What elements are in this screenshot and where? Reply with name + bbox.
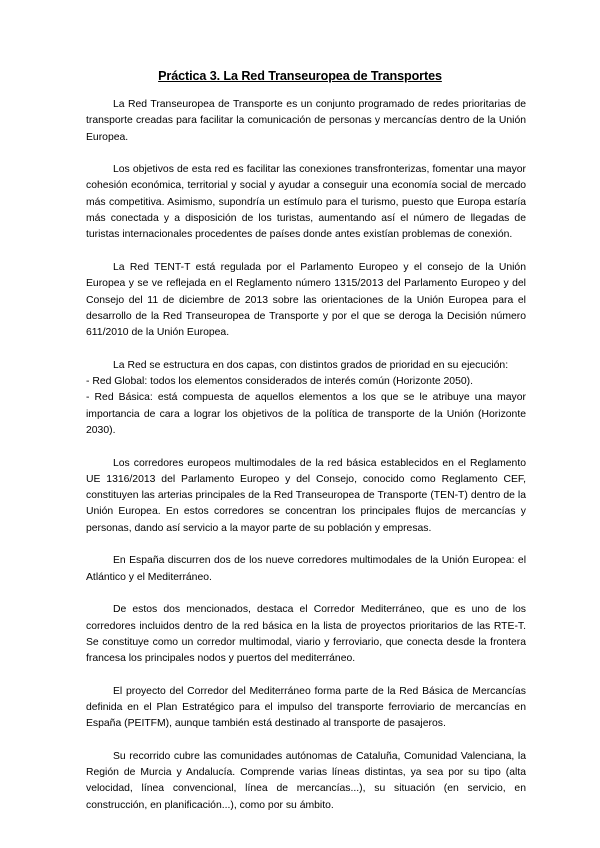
- paragraph-corridors: Los corredores europeos multimodales de la red básica establecidos en el Reglamento UE 1316/2013 del Parlamento Europeo y del Consejo, conocido como Reglamento CEF, constituyen las arterias principales de la Red Transeuropea de Transporte (TEN-T) dentro de la Unión Europea. En estos corredores se concentran los principales flujos de mercancías y personas, dando así servicio a la mayor parte de su población y empresas.: [86, 457, 526, 534]
- structure-intro: La Red se estructura en dos capas, con distintos grados de prioridad en su ejecución:: [113, 359, 509, 371]
- document-body: [86, 97, 526, 830]
- paragraph-structure: [86, 358, 526, 439]
- structure-item-basic: - Red Básica: está compuesta de aquellos elementos a los que se le atribuye una mayor importancia de cara a lograr los objetivos de la política de transporte de la Unión (Horizonte 2030).: [86, 392, 526, 436]
- paragraph-mediterranean: De estos dos mencionados, destaca el Corredor Mediterráneo, que es uno de los corredores incluidos dentro de la red básica en la lista de proyectos prioritarios de las RTE-T. Se constituye como un corredor multimodal, viario y ferroviario, que conecta desde la frontera francesa los principales nodos y puertos del mediterráneo.: [86, 604, 526, 665]
- paragraph-route: Su recorrido cubre las comunidades autónomas de Cataluña, Comunidad Valenciana, la Región de Murcia y Andalucía. Comprende varias líneas distintas, ya sea por su tipo (alta velocidad, línea convencional, línea de mercancías...), su situación (en servicio, en construcción, en planificación...), como por su ámbito.: [86, 750, 526, 811]
- paragraph-regulation: La Red TENT-T está regulada por el Parlamento Europeo y el consejo de la Unión Europea y se ve reflejada en el Reglamento número 1315/2013 del Parlamento Europeo y del Consejo del 11 de diciembre de 2013 sobre las orientaciones de la Unión Europea para el desarrollo de la Red Transeuropea de Transporte y por el que se deroga la Decisión número 611/2010 de la Unión Europea.: [86, 261, 526, 339]
- paragraph-objectives: Los objetivos de esta red es facilitar las conexiones transfronterizas, fomentar una mayor cohesión económica, territorial y social y ayudar a conseguir una economía social de mercado más competitiva. Asimismo, supondría un estímulo para el turismo, puesto que Europa estaría más conectada y a disposición de los turistas, aumentando así el número de llegadas de turistas internacionales procedentes de países donde antes existían problemas de conexión.: [86, 164, 526, 241]
- structure-item-global: - Red Global: todos los elementos considerados de interés común (Horizonte 2050).: [86, 376, 473, 388]
- paragraph-project: El proyecto del Corredor del Mediterráneo forma parte de la Red Básica de Mercancías definida en el Plan Estratégico para el impulso del transporte ferroviario de mercancías en España (PEITFM), aunque también está destinado al transporte de pasajeros.: [86, 685, 526, 730]
- page-title: Práctica 3. La Red Transeuropea de Transportes: [158, 69, 442, 83]
- paragraph-intro: La Red Transeuropea de Transporte es un conjunto programado de redes prioritarias de transporte creadas para facilitar la comunicación de personas y mercancías dentro de la Unión Europea.: [86, 99, 526, 143]
- paragraph-spain: En España discurren dos de los nueve corredores multimodales de la Unión Europea: el Atlántico y el Mediterráneo.: [86, 555, 526, 583]
